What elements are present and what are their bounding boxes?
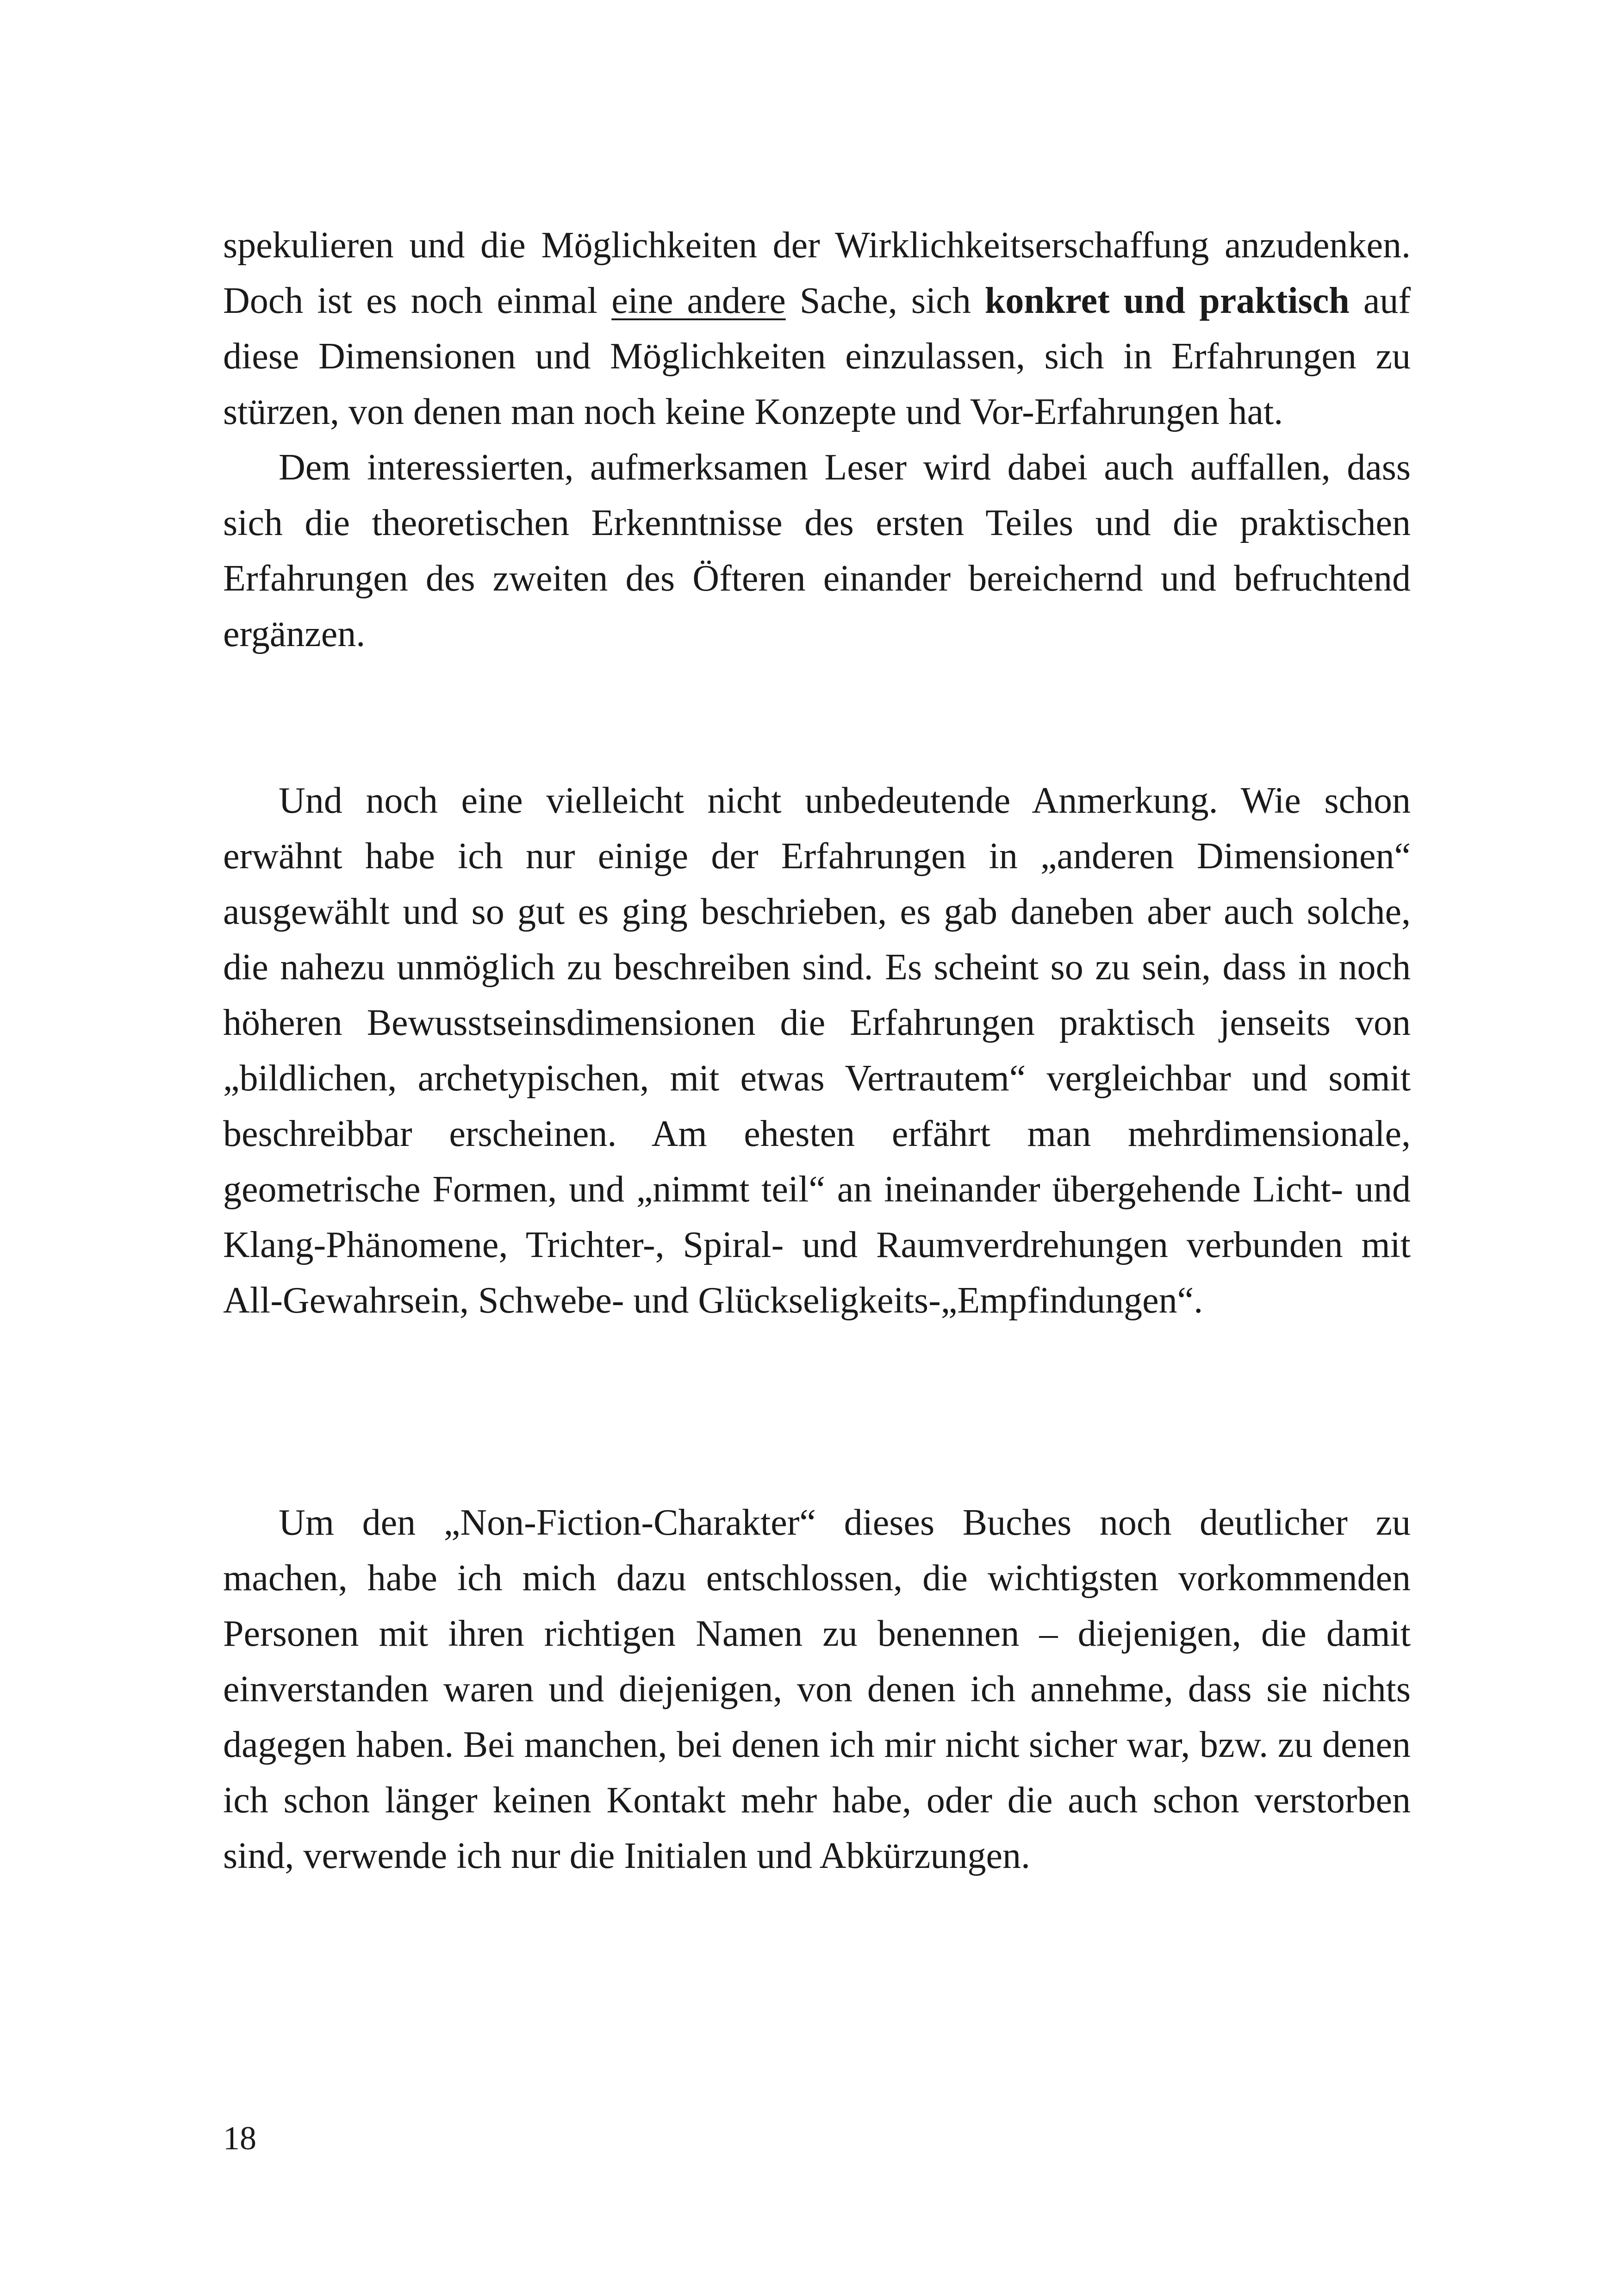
paragraph-1-text-a: spekulieren und die Möglichkeiten der Wirklichkeitserschaffung anzudenken. Doch ist es noch einmal	[223, 225, 1411, 321]
page-number: 18	[223, 2120, 256, 2157]
paragraph-4: Um den „Non-Fiction-Charakter“ dieses Buches noch deutlicher zu machen, habe ich mich dazu entschlossen, die wichtigsten vorkommenden Personen mit ihren richtigen Namen zu benennen – diejenigen, die damit einverstanden waren und diejenigen, von denen ich annehme, dass sie nichts dagegen haben. Bei manchen, bei denen ich mir nicht sicher war, bzw. zu denen ich schon länger keinen Kontakt mehr habe, oder die auch schon verstorben sind, verwende ich nur die Initialen und Abkürzungen.	[223, 1502, 1411, 1876]
paragraph-1-text-b: Sache, sich	[785, 280, 985, 321]
text-block-bottom	[223, 1495, 1411, 1884]
paragraph-1	[223, 218, 1411, 440]
text-block-top	[223, 218, 1411, 662]
paragraph-1-text-c: auf diese Dimensionen und Möglichkeiten einzulassen, sich in Erfahrungen zu stürzen, von denen man noch keine Konzepte und Vor-Erfahrungen hat.	[223, 280, 1411, 432]
bold-phrase: konkret und praktisch	[984, 280, 1350, 321]
text-block-middle	[223, 773, 1411, 1328]
paragraph-3: Und noch eine vielleicht nicht unbedeutende Anmerkung. Wie schon erwähnt habe ich nur einige der Erfahrungen in „anderen Dimensionen“ ausgewählt und so gut es ging beschrieben, es gab daneben aber auch solche, die nahezu unmöglich zu beschreiben sind. Es scheint so zu sein, dass in noch höheren Bewusstseinsdimensionen die Erfahrungen praktisch jenseits von „bildlichen, archetypischen, mit etwas Vertrautem“ vergleichbar und somit beschreibbar erscheinen. Am ehesten erfährt man mehrdimensionale, geometrische Formen, und „nimmt teil“ an ineinander übergehende Licht- und Klang-Phänomene, Trichter-, Spiral- und Raumverdrehungen verbunden mit All-Gewahrsein, Schwebe- und Glückseligkeits-„Empfindungen“.	[223, 780, 1411, 1321]
paragraph-2: Dem interessierten, aufmerksamen Leser wird dabei auch auffallen, dass sich die theoretischen Erkenntnisse des ersten Teiles und die praktischen Erfahrungen des zweiten des Öfteren einander bereichernd und befruchtend ergänzen.	[223, 447, 1411, 654]
underlined-phrase: eine andere	[611, 280, 786, 321]
